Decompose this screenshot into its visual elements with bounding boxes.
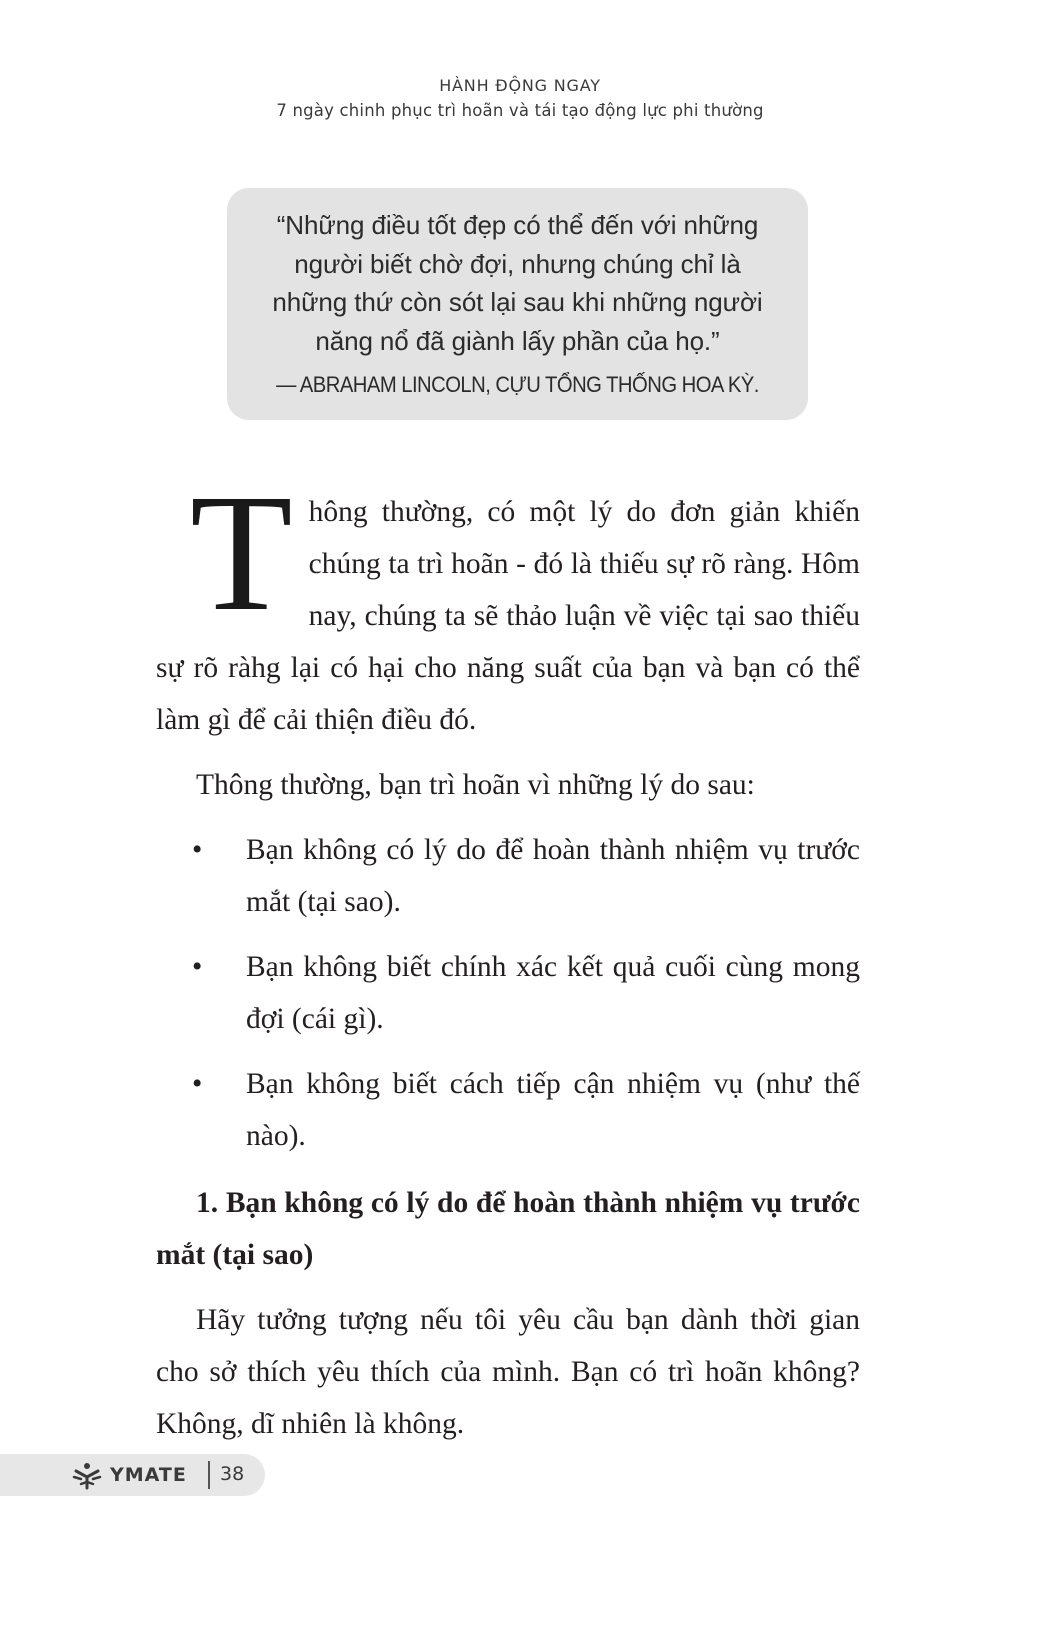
list-item-text: Bạn không biết cách tiếp cận nhiệm vụ (như thế nào).: [246, 1068, 860, 1152]
book-title: HÀNH ĐỘNG NGAY: [439, 76, 601, 95]
reasons-intro: Thông thường, bạn trì hoãn vì những lý do sau:: [196, 769, 755, 801]
epigraph-quote-box: [227, 188, 808, 420]
reasons-list: [156, 824, 860, 1162]
page-content: [156, 460, 860, 1450]
ymate-logo-icon: [72, 1462, 102, 1490]
list-item: [156, 824, 860, 928]
quote-attribution: — ABRAHAM LINCOLN, CỰU TỔNG THỐNG HOA KỲ.: [276, 372, 759, 397]
page-number: 38: [220, 1463, 245, 1485]
opening-paragraph: [156, 460, 860, 746]
running-head: [0, 76, 1040, 120]
bullet-icon: •: [192, 1068, 203, 1100]
list-item: [156, 1058, 860, 1162]
footer-divider: [208, 1461, 210, 1489]
list-item-text: Bạn không có lý do để hoàn thành nhiệm vụ trước mắt (tại sao).: [246, 834, 860, 918]
opening-paragraph-text: hông thường, có một lý do đơn giản khiến chúng ta trì hoãn - đó là thiếu sự rõ ràng. Hôm nay, chúng ta sẽ thảo luận về việc tại sao thiếu sự rõ ràhg lại có hại cho năng suất của bạn và bạn có thể làm gì để cải thiện điều đó.: [156, 496, 860, 736]
section-heading: 1. Bạn không có lý do để hoàn thành nhiệm vụ trước mắt (tại sao): [156, 1187, 860, 1271]
list-item: [156, 941, 860, 1045]
footer-page-tab: [0, 1454, 265, 1496]
book-subtitle: 7 ngày chinh phục trì hoãn và tái tạo động lực phi thường: [276, 101, 764, 120]
footer-brand: YMATE: [110, 1464, 187, 1486]
section-paragraph: Hãy tưởng tượng nếu tôi yêu cầu bạn dành thời gian cho sở thích yêu thích của mình. Bạn có trì hoãn không? Không, dĩ nhiên là không.: [156, 1304, 860, 1440]
quote-text: “Những điều tốt đẹp có thể đến với những người biết chờ đợi, nhưng chúng chỉ là những thứ còn sót lại sau khi những người năng nổ đã giành lấy phần của họ.”: [272, 210, 763, 356]
bullet-icon: •: [192, 951, 203, 983]
bullet-icon: •: [192, 834, 203, 866]
list-item-text: Bạn không biết chính xác kết quả cuối cùng mong đợi (cái gì).: [246, 951, 860, 1035]
drop-cap: T: [190, 460, 293, 646]
